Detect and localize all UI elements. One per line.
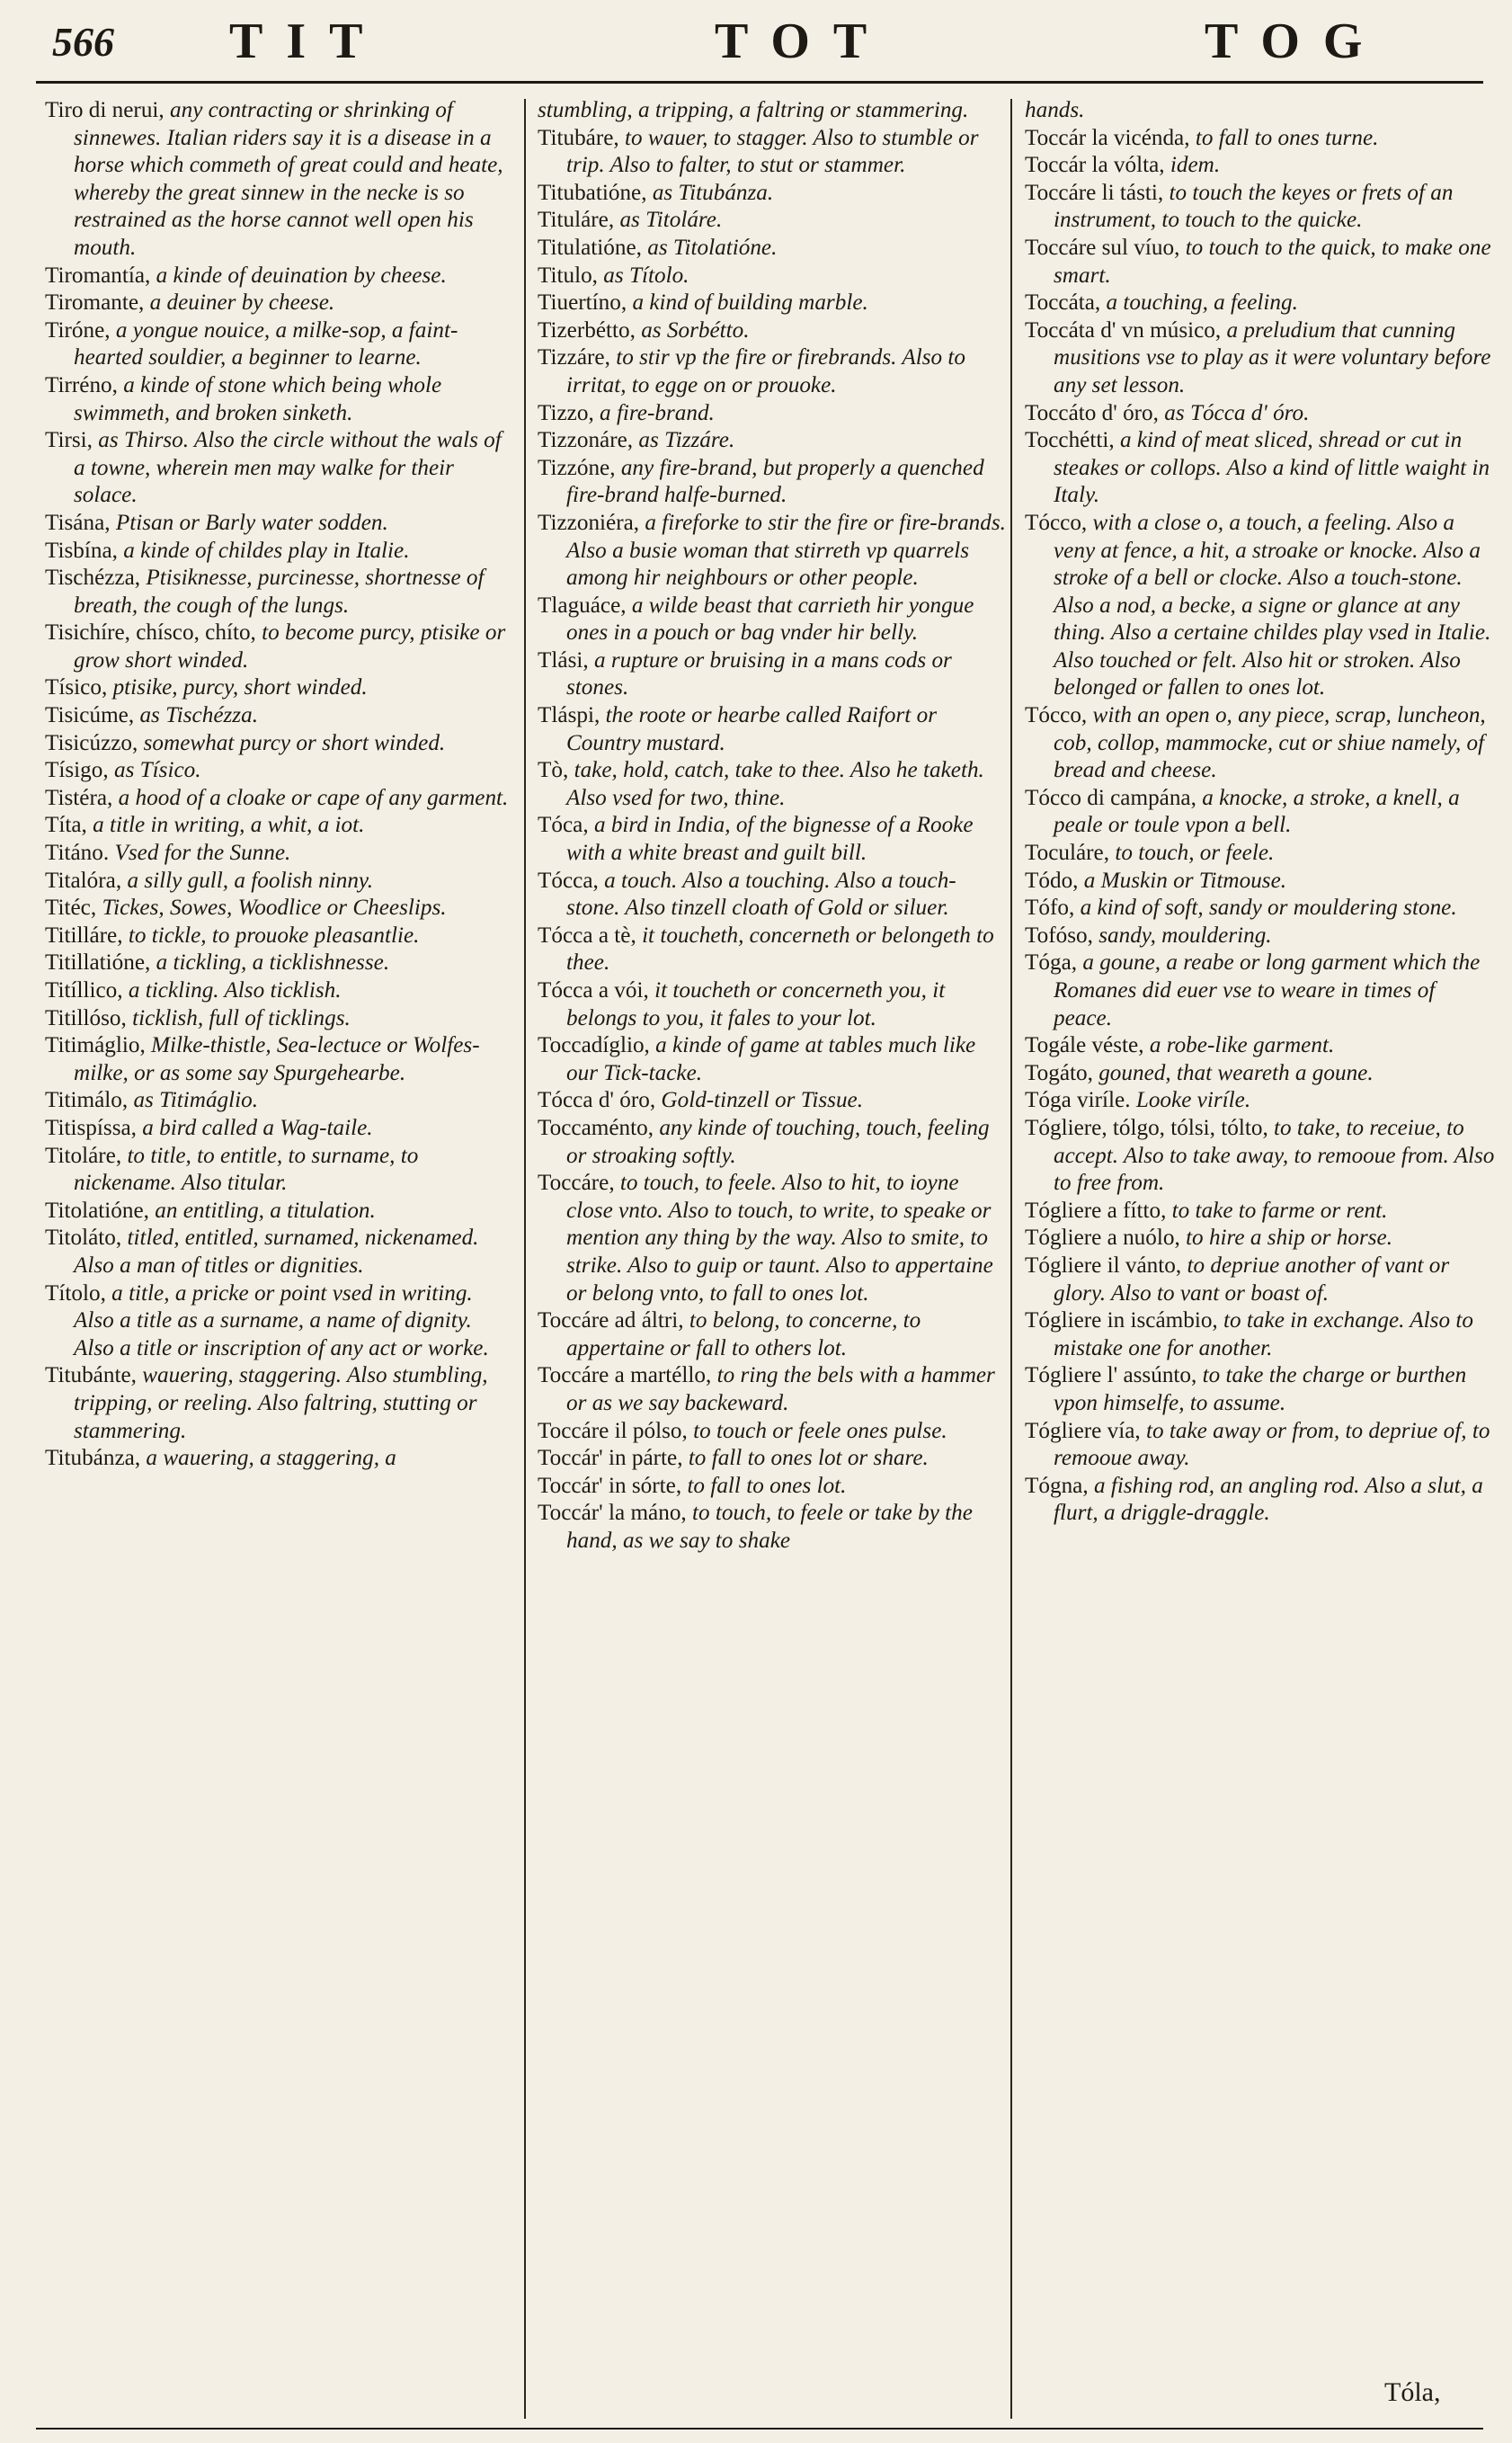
- entry-headword: Tisicúme,: [45, 703, 135, 728]
- dictionary-entry: [1025, 702, 1497, 785]
- entry-definition: to take, to receiue, to accept. Also to take away, to remooue from. Also to free from.: [1054, 1115, 1495, 1196]
- entry-definition: to touch, to feele or take by the hand, as we say to shake: [566, 1501, 973, 1553]
- dictionary-entry: [45, 1115, 517, 1143]
- entry-definition: a title, a pricke or point vsed in writing. Also a title as a surname, a name of dignity. Also a title or inscription of any act or worke.: [74, 1280, 489, 1360]
- dictionary-entry: [538, 1418, 1009, 1446]
- entry-headword: Tofóso,: [1025, 923, 1093, 948]
- entry-headword: Titubánza,: [45, 1446, 141, 1471]
- entry-definition: hands.: [1025, 98, 1085, 122]
- dictionary-entry: [538, 1307, 1009, 1362]
- entry-headword: Tócco,: [1025, 510, 1088, 535]
- column-divider: [524, 99, 526, 2419]
- entry-headword: Tizzóne,: [538, 455, 616, 480]
- entry-headword: Tóga,: [1025, 950, 1078, 976]
- entry-definition: a kinde of childes play in Italie.: [117, 538, 410, 563]
- entry-definition: to hire a ship or horse.: [1179, 1226, 1393, 1251]
- dictionary-entry: [538, 1500, 1009, 1555]
- entry-headword: Tiuertíno,: [538, 290, 627, 316]
- entry-headword: Tógna,: [1025, 1473, 1089, 1498]
- entry-headword: Tlási,: [538, 647, 589, 673]
- entry-headword: Toccár la vólta,: [1025, 153, 1165, 178]
- entry-headword: Tirréno,: [45, 372, 118, 397]
- dictionary-entry: [1025, 1362, 1497, 1417]
- dictionary-entry: [1025, 290, 1497, 317]
- entry-definition: a yongue nouice, a milke-sop, a faint-hearted souldier, a beginner to learne.: [74, 317, 458, 370]
- entry-definition: as Tócca d' óro.: [1158, 400, 1310, 425]
- entry-headword: Titillóso,: [45, 1005, 127, 1030]
- entry-headword: Títolo,: [45, 1280, 106, 1306]
- entry-headword: Tócco,: [1025, 703, 1088, 728]
- entry-definition: to fall to ones turne.: [1189, 125, 1379, 150]
- entry-definition: to touch the keyes or frets of an instrument, to touch to the quicke.: [1054, 180, 1454, 233]
- entry-headword: Titilláre,: [45, 923, 123, 948]
- page-number: 566: [52, 19, 114, 65]
- entry-definition: Ptisan or Barly water sodden.: [110, 510, 388, 535]
- entry-definition: to touch or feele ones pulse.: [687, 1418, 947, 1443]
- dictionary-entry: [45, 510, 517, 538]
- entry-definition: as Sorbétto.: [635, 317, 750, 343]
- entry-headword: Toccáta,: [1025, 290, 1101, 316]
- dictionary-entry: [538, 647, 1009, 702]
- dictionary-entry: [1025, 1253, 1497, 1307]
- entry-definition: a wauering, a staggering, a: [140, 1446, 396, 1471]
- entry-headword: Tischézza,: [45, 566, 141, 591]
- dictionary-entry: [538, 1087, 1009, 1115]
- dictionary-entry: [45, 1087, 517, 1115]
- dictionary-entry: [45, 1280, 517, 1363]
- dictionary-entry: [538, 868, 1009, 923]
- entry-definition: it toucheth or concerneth you, it belongs to you, it fales to your lot.: [566, 978, 946, 1030]
- dictionary-entry: [45, 1362, 517, 1445]
- entry-definition: a kind of soft, sandy or mouldering stone.: [1074, 896, 1457, 921]
- entry-headword: Tiromantía,: [45, 263, 151, 288]
- entry-headword: Tlaguáce,: [538, 593, 627, 618]
- dictionary-entry: [538, 180, 1009, 208]
- entry-definition: to stir vp the fire or firebrands. Also to irritat, to egge on or prouoke.: [566, 345, 965, 397]
- entry-headword: Titubáre,: [538, 125, 619, 150]
- dictionary-entry: [538, 1170, 1009, 1307]
- running-head-right: TOG: [1205, 13, 1386, 69]
- dictionary-entry: [1025, 235, 1497, 290]
- entry-headword: Tò,: [538, 758, 569, 783]
- entry-definition: ptisike, purcy, short winded.: [107, 675, 368, 700]
- entry-definition: a kinde of stone which being whole swimmeth, and broken sinketh.: [74, 372, 442, 425]
- entry-definition: the roote or hearbe called Raifort or Country mustard.: [566, 703, 937, 755]
- dictionary-entry: [538, 702, 1009, 757]
- entry-headword: Tizerbétto,: [538, 317, 636, 343]
- dictionary-entry: [45, 317, 517, 372]
- entry-headword: Togále véste,: [1025, 1033, 1144, 1058]
- entry-headword: Tóga viríle.: [1025, 1088, 1131, 1113]
- entry-headword: Títa,: [45, 813, 87, 838]
- entry-definition: Tickes, Sowes, Woodlice or Cheeslips.: [96, 896, 447, 921]
- running-head-left: TIT: [229, 13, 387, 69]
- dictionary-entry: [538, 812, 1009, 867]
- entry-headword: Tócca,: [538, 868, 599, 893]
- entry-headword: Toccáre li tásti,: [1025, 180, 1164, 205]
- entry-definition: a preludium that cunning musitions vse to play as it were voluntary before any set lesson.: [1054, 317, 1491, 397]
- dictionary-entry: [45, 1225, 517, 1279]
- dictionary-entry: [1025, 180, 1497, 235]
- dictionary-entry: [45, 757, 517, 785]
- entry-definition: a bird in India, of the bignesse of a Rooke with a white breast and guilt bill.: [566, 813, 974, 866]
- entry-definition: a robe-like garment.: [1143, 1033, 1335, 1058]
- entry-definition: a Muskin or Titmouse.: [1078, 868, 1287, 893]
- dictionary-entry: [45, 538, 517, 566]
- running-head-center: TOT: [715, 13, 891, 69]
- entry-definition: idem.: [1164, 153, 1221, 178]
- entry-headword: Togáto,: [1025, 1060, 1093, 1085]
- entry-headword: Titéc,: [45, 896, 97, 921]
- entry-headword: Titimálo,: [45, 1088, 129, 1113]
- entry-definition: to become purcy, ptisike or grow short winded.: [74, 620, 506, 673]
- entry-definition: take, hold, catch, take to thee. Also he taketh. Also vsed for two, thine.: [566, 758, 984, 810]
- entry-definition: a deuiner by cheese.: [144, 290, 335, 316]
- entry-definition: a wilde beast that carrieth hir yongue ones in a pouch or bag vnder hir belly.: [566, 593, 974, 646]
- dictionary-entry: [45, 868, 517, 896]
- header-rule: [36, 81, 1483, 84]
- dictionary-entry: [538, 97, 1009, 125]
- entry-headword: Tógliere a nuólo,: [1025, 1226, 1180, 1251]
- entry-definition: to take the charge or burthen vpon himselfe, to assume.: [1054, 1363, 1467, 1415]
- entry-headword: Titulatióne,: [538, 235, 642, 260]
- entry-definition: to take in exchange. Also to mistake one for another.: [1054, 1308, 1473, 1360]
- entry-definition: to title, to entitle, to surname, to nickename. Also titular.: [74, 1143, 419, 1196]
- entry-definition: to belong, to concerne, to appertaine or fall to others lot.: [566, 1308, 921, 1360]
- footer-rule: [36, 2428, 1483, 2430]
- entry-definition: Ptisiknesse, purcinesse, shortnesse of breath, the cough of the lungs.: [74, 566, 485, 618]
- entry-headword: Tócca a vói,: [538, 978, 649, 1003]
- dictionary-entry: [1025, 510, 1497, 702]
- dictionary-entry: [538, 125, 1009, 180]
- entry-headword: Tócca a tè,: [538, 923, 636, 948]
- catchword: Tóla,: [1384, 2377, 1441, 2407]
- entry-definition: to touch to the quick, to make one smart.: [1054, 235, 1491, 288]
- entry-definition: a fishing rod, an angling rod. Also a slut, a flurt, a driggle-draggle.: [1054, 1473, 1483, 1526]
- entry-definition: as Tizzáre.: [633, 428, 735, 453]
- entry-definition: Vsed for the Sunne.: [109, 841, 291, 866]
- entry-definition: as Titolatióne.: [641, 235, 778, 260]
- entry-definition: a kinde of deuination by cheese.: [150, 263, 447, 288]
- entry-definition: Looke viríle.: [1130, 1088, 1251, 1113]
- entry-definition: as Titubánza.: [646, 180, 774, 205]
- entry-headword: Toccadíglio,: [538, 1033, 650, 1058]
- entry-definition: a touching, a feeling.: [1100, 290, 1298, 316]
- entry-headword: Toccár la vicénda,: [1025, 125, 1190, 150]
- dictionary-entry: [538, 400, 1009, 428]
- dictionary-entry: [45, 977, 517, 1005]
- dictionary-entry: [538, 1445, 1009, 1473]
- entry-headword: Tógliere, tólgo, tólsi, tólto,: [1025, 1115, 1268, 1140]
- page-header: [36, 11, 1483, 68]
- dictionary-entry: [538, 593, 1009, 647]
- dictionary-column-3: [1025, 97, 1497, 1528]
- entry-definition: as Tischézza.: [134, 703, 258, 728]
- entry-headword: Tisbína,: [45, 538, 118, 563]
- dictionary-entry: [45, 290, 517, 317]
- entry-headword: Toccáre il pólso,: [538, 1418, 688, 1443]
- entry-definition: a hood of a cloake or cape of any garment.: [112, 785, 509, 810]
- dictionary-entry: [1025, 1307, 1497, 1362]
- dictionary-entry: [45, 372, 517, 427]
- entry-headword: Titispíssa,: [45, 1115, 137, 1140]
- column-divider: [1010, 99, 1012, 2419]
- entry-headword: Toccár' in sórte,: [538, 1473, 682, 1498]
- dictionary-entry: [1025, 950, 1497, 1032]
- entry-definition: to touch, to feele. Also to hit, to ioyne close vnto. Also to touch, to write, to speake or mention any thing by the way. Also to smite, to strike. Also to guip or taunt. Also to appertaine or belong vnto, to fall to ones lot.: [566, 1171, 993, 1306]
- entry-definition: somewhat purcy or short winded.: [138, 730, 446, 755]
- entry-definition: a silly gull, a foolish ninny.: [121, 868, 374, 893]
- dictionary-entry: [45, 950, 517, 977]
- dictionary-entry: [1025, 1115, 1497, 1198]
- entry-definition: to fall to ones lot or share.: [682, 1446, 929, 1471]
- dictionary-entry: [45, 263, 517, 290]
- entry-definition: to depriue another of vant or glory. Also to vant or boast of.: [1054, 1253, 1450, 1306]
- entry-headword: Titolatióne,: [45, 1198, 149, 1223]
- entry-headword: Toccár' la máno,: [538, 1501, 687, 1526]
- entry-definition: a title in writing, a whit, a iot.: [86, 813, 365, 838]
- dictionary-entry: [1025, 840, 1497, 868]
- dictionary-entry: [45, 674, 517, 702]
- entry-definition: a bird called a Wag-taile.: [136, 1115, 373, 1140]
- entry-headword: Tisána,: [45, 510, 111, 535]
- entry-headword: Titulo,: [538, 263, 598, 288]
- entry-definition: to touch, or feele.: [1109, 841, 1275, 866]
- dictionary-entry: [45, 1143, 517, 1198]
- dictionary-entry: [538, 757, 1009, 812]
- entry-headword: Tóca,: [538, 813, 589, 838]
- entry-headword: Tógliere a fítto,: [1025, 1198, 1167, 1223]
- entry-definition: a goune, a reabe or long garment which the Romanes did euer vse to weare in times of peace.: [1054, 950, 1481, 1030]
- entry-headword: Tísico,: [45, 675, 108, 700]
- dictionary-entry: [45, 895, 517, 923]
- entry-definition: Gold-tinzell or Tissue.: [655, 1088, 864, 1113]
- entry-headword: Toccáta d' vn músico,: [1025, 317, 1222, 343]
- dictionary-entry: [538, 1115, 1009, 1170]
- dictionary-entry: [45, 1032, 517, 1087]
- dictionary-entry: [45, 97, 517, 263]
- entry-definition: a knocke, a stroke, a knell, a peale or toule vpon a bell.: [1054, 785, 1460, 838]
- entry-headword: Titíllico,: [45, 978, 123, 1003]
- entry-headword: Tizzo,: [538, 400, 594, 425]
- entry-definition: gouned, that weareth a goune.: [1092, 1060, 1374, 1085]
- entry-definition: as Thirso. Also the circle without the wals of a towne, wherein men may walke for their solace.: [74, 428, 502, 508]
- entry-headword: Titoláre,: [45, 1143, 122, 1168]
- dictionary-entry: [1025, 97, 1497, 125]
- entry-definition: as Títolo.: [597, 263, 689, 288]
- dictionary-entry: [45, 702, 517, 730]
- entry-definition: a fireforke to stir the fire or fire-brands. Also a busie woman that stirreth vp quarrels among hir neighbours or other people.: [566, 510, 1006, 591]
- entry-definition: a tickling. Also ticklish.: [122, 978, 342, 1003]
- entry-headword: Titillatióne,: [45, 950, 151, 976]
- dictionary-entry: [1025, 1032, 1497, 1060]
- entry-definition: with an open o, any piece, scrap, luncheon, cob, collop, mammocke, cut or shiue namely, of bread and cheese.: [1054, 703, 1486, 783]
- dictionary-column-1: [45, 97, 517, 1473]
- entry-headword: Tizzoniéra,: [538, 510, 640, 535]
- entry-definition: a kind of meat sliced, shread or cut in steakes or collops. Also a kind of little waight in Italy.: [1054, 428, 1490, 508]
- entry-headword: Titáno.: [45, 841, 110, 866]
- entry-headword: Titalóra,: [45, 868, 122, 893]
- entry-definition: as Tísico.: [108, 758, 201, 783]
- entry-definition: a kind of building marble.: [627, 290, 868, 316]
- dictionary-entry: [1025, 1060, 1497, 1088]
- dictionary-entry: [538, 207, 1009, 235]
- dictionary-entry: [538, 510, 1009, 593]
- entry-headword: Tísigo,: [45, 758, 109, 783]
- dictionary-entry: [1025, 1473, 1497, 1528]
- entry-headword: Tituláre,: [538, 208, 615, 233]
- entry-headword: Tiróne,: [45, 317, 111, 343]
- entry-headword: Tógliere il vánto,: [1025, 1253, 1182, 1278]
- dictionary-entry: [538, 290, 1009, 317]
- dictionary-entry: [1025, 785, 1497, 840]
- entry-headword: Tisicúzzo,: [45, 730, 138, 755]
- entry-headword: Tógliere vía,: [1025, 1418, 1141, 1443]
- entry-definition: titled, entitled, surnamed, nickenamed. Also a man of titles or dignities.: [74, 1226, 479, 1278]
- entry-headword: Toccáre sul víuo,: [1025, 235, 1180, 260]
- entry-headword: Toccáre a martéllo,: [538, 1363, 712, 1388]
- dictionary-entry: [1025, 1198, 1497, 1226]
- entry-definition: it toucheth, concerneth or belongeth to thee.: [566, 923, 994, 976]
- dictionary-entry: [1025, 317, 1497, 400]
- entry-definition: with a close o, a touch, a feeling. Also a veny at fence, a hit, a stroake or knocke. Also a stroke of a bell or clocke. Also a touch-stone. Also a nod, a becke, a signe or glance at any thing. Also a certaine childes play vsed in Italie. Also touched or felt. Also hit or stroken. Also belonged or fallen to ones lot.: [1054, 510, 1491, 700]
- dictionary-entry: [538, 1032, 1009, 1087]
- dictionary-entry: [538, 427, 1009, 455]
- entry-headword: Tiromante,: [45, 290, 145, 316]
- entry-definition: any contracting or shrinking of sinnewes. Italian riders say it is a disease in a horse which commeth of great could and heate, whereby the great sinnew in the necke is so restrained as the horse cannot well open his mouth.: [74, 98, 503, 260]
- entry-headword: Tocchétti,: [1025, 428, 1115, 453]
- entry-headword: Titubánte,: [45, 1363, 137, 1388]
- dictionary-entry: [1025, 1087, 1497, 1115]
- entry-headword: Tófo,: [1025, 896, 1075, 921]
- entry-definition: a kinde of game at tables much like our Tick-tacke.: [566, 1033, 976, 1085]
- dictionary-entry: [538, 455, 1009, 510]
- entry-headword: Tócco di campána,: [1025, 785, 1196, 810]
- entry-definition: wauering, staggering. Also stumbling, tripping, or reeling. Also faltring, stutting or stammering.: [74, 1363, 488, 1443]
- dictionary-entry: [45, 812, 517, 840]
- dictionary-entry: [538, 263, 1009, 290]
- dictionary-entry: [538, 235, 1009, 263]
- dictionary-entry: [1025, 152, 1497, 180]
- dictionary-entry: [538, 344, 1009, 399]
- entry-definition: stumbling, a tripping, a faltring or stammering.: [538, 98, 969, 122]
- dictionary-column-2: [538, 97, 1009, 1555]
- entry-definition: an entitling, a titulation.: [148, 1198, 376, 1223]
- dictionary-entry: [538, 317, 1009, 345]
- entry-definition: any kinde of touching, touch, feeling or stroaking softly.: [566, 1115, 990, 1168]
- entry-headword: Tláspi,: [538, 703, 600, 728]
- dictionary-entry: [1025, 895, 1497, 923]
- entry-headword: Tistéra,: [45, 785, 113, 810]
- entry-definition: a fire-brand.: [593, 400, 715, 425]
- dictionary-entry: [45, 840, 517, 868]
- entry-definition: to take away or from, to depriue of, to remooue away.: [1054, 1418, 1490, 1471]
- entry-headword: Toccáre,: [538, 1171, 615, 1196]
- entry-definition: to wauer, to stagger. Also to stumble or trip. Also to falter, to stut or stammer.: [566, 125, 979, 178]
- entry-headword: Toculáre,: [1025, 841, 1110, 866]
- dictionary-entry: [45, 620, 517, 674]
- dictionary-entry: [1025, 923, 1497, 950]
- entry-headword: Tógliere in iscámbio,: [1025, 1308, 1218, 1333]
- dictionary-entry: [45, 1005, 517, 1033]
- entry-headword: Tizzonáre,: [538, 428, 634, 453]
- entry-headword: Titimáglio,: [45, 1033, 146, 1058]
- entry-headword: Tócca d' óro,: [538, 1088, 656, 1113]
- entry-definition: sandy, mouldering.: [1092, 923, 1272, 948]
- dictionary-entry: [45, 785, 517, 813]
- entry-headword: Tizzáre,: [538, 345, 610, 370]
- entry-definition: to take to farme or rent.: [1166, 1198, 1388, 1223]
- entry-headword: Toccáre ad áltri,: [538, 1308, 684, 1333]
- dictionary-entry: [45, 730, 517, 758]
- entry-definition: any fire-brand, but properly a quenched fire-brand halfe-burned.: [566, 455, 984, 508]
- entry-headword: Titoláto,: [45, 1226, 122, 1251]
- entry-definition: a tickling, a ticklishnesse.: [150, 950, 390, 976]
- dictionary-entry: [45, 427, 517, 510]
- entry-definition: a rupture or bruising in a mans cods or stones.: [566, 647, 952, 700]
- entry-definition: to fall to ones lot.: [681, 1473, 847, 1498]
- entry-headword: Tiro di nerui,: [45, 98, 165, 122]
- entry-definition: a touch. Also a touching. Also a touch-stone. Also tinzell cloath of Gold or siluer.: [566, 868, 956, 921]
- entry-headword: Titubatióne,: [538, 180, 647, 205]
- entry-headword: Toccáto d' óro,: [1025, 400, 1159, 425]
- dictionary-entry: [1025, 1418, 1497, 1473]
- entry-headword: Tirsi,: [45, 428, 93, 453]
- entry-headword: Tódo,: [1025, 868, 1079, 893]
- entry-definition: to ring the bels with a hammer or as we say backeward.: [566, 1363, 995, 1415]
- entry-headword: Tisichíre, chísco, chíto,: [45, 620, 256, 646]
- dictionary-entry: [1025, 400, 1497, 428]
- entry-definition: ticklish, full of ticklings.: [126, 1005, 351, 1030]
- dictionary-entry: [45, 923, 517, 950]
- entry-definition: Milke-thistle, Sea-lectuce or Wolfes-milke, or as some say Spurgehearbe.: [74, 1033, 480, 1085]
- entry-definition: to tickle, to prouoke pleasantlie.: [122, 923, 420, 948]
- dictionary-entry: [1025, 868, 1497, 896]
- dictionary-entry: [538, 977, 1009, 1032]
- dictionary-entry: [45, 565, 517, 620]
- dictionary-entry: [538, 923, 1009, 977]
- dictionary-entry: [1025, 125, 1497, 153]
- dictionary-entry: [1025, 427, 1497, 510]
- entry-headword: Toccaménto,: [538, 1115, 654, 1140]
- dictionary-entry: [1025, 1225, 1497, 1253]
- dictionary-entry: [45, 1198, 517, 1226]
- entry-headword: Toccár' in párte,: [538, 1446, 683, 1471]
- entry-definition: as Titimáglio.: [128, 1088, 259, 1113]
- dictionary-entry: [538, 1473, 1009, 1501]
- dictionary-entry: [45, 1445, 517, 1473]
- entry-headword: Tógliere l' assúnto,: [1025, 1363, 1197, 1388]
- entry-definition: as Titoláre.: [614, 208, 723, 233]
- dictionary-entry: [538, 1362, 1009, 1417]
